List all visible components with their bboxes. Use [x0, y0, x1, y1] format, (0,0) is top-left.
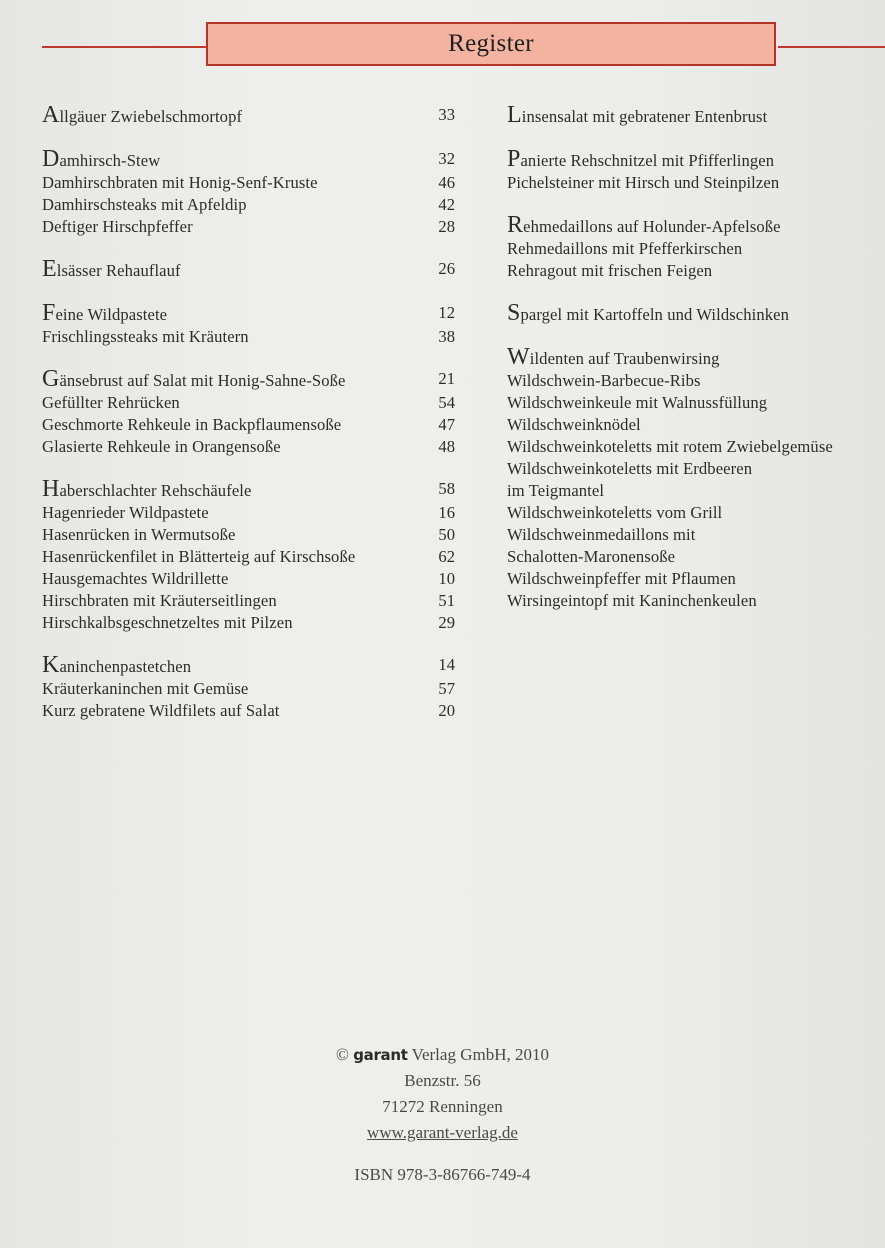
page-number: 58	[438, 479, 455, 498]
index-entry	[42, 436, 455, 458]
index-entry	[507, 104, 882, 128]
index-entry	[507, 238, 882, 260]
page-number: 46	[438, 173, 455, 192]
index-entry	[507, 260, 882, 282]
recipe-title: Kaninchenpastetchen	[42, 652, 192, 678]
index-entry	[507, 480, 882, 502]
page-number	[852, 458, 882, 480]
index-entry	[507, 546, 882, 568]
recipe-title: Wildschweinknödel	[507, 415, 641, 434]
page-number: 20	[438, 701, 455, 720]
page-number: 54	[438, 393, 455, 412]
recipe-title: Wildschwein-Barbecue-Ribs	[507, 371, 701, 390]
index-entry	[507, 148, 882, 172]
index-group	[507, 346, 882, 612]
page-number: 57	[438, 679, 455, 698]
index-entry	[42, 546, 455, 568]
index-entry	[42, 302, 455, 326]
index-entry	[42, 258, 455, 282]
index-entry	[42, 326, 455, 348]
recipe-title: Kurz gebratene Wildfilets auf Salat	[42, 701, 280, 720]
recipe-title: Gefüllter Rehrücken	[42, 393, 180, 412]
page-number	[852, 524, 882, 546]
index-column-left	[42, 104, 455, 742]
page-number: 51	[438, 591, 455, 610]
page-number: 21	[438, 369, 455, 388]
index-entry	[507, 590, 882, 612]
index-entry	[42, 368, 455, 392]
page-number: 10	[438, 569, 455, 588]
recipe-title: Wildenten auf Traubenwirsing	[507, 344, 720, 370]
page-number	[852, 302, 882, 326]
recipe-title: Linsensalat mit gebratener Entenbrust	[507, 102, 768, 128]
recipe-title: Frischlingssteaks mit Kräutern	[42, 327, 249, 346]
recipe-title: Wildschweinmedaillons mit	[507, 525, 696, 544]
page-title: Register	[448, 30, 534, 57]
index-entry	[42, 104, 455, 128]
page-number: 47	[438, 415, 455, 434]
index-entry	[507, 172, 882, 194]
recipe-title: Glasierte Rehkeule in Orangensoße	[42, 437, 281, 456]
page-number	[852, 392, 882, 414]
recipe-title: Hasenrückenfilet in Blätterteig auf Kirschsoße	[42, 547, 356, 566]
page-number: 12	[438, 303, 455, 322]
page-number	[852, 436, 882, 458]
index-group	[42, 148, 455, 238]
index-entry	[42, 700, 455, 722]
page-number	[852, 104, 882, 128]
page-number	[852, 238, 882, 260]
header-rule-right	[778, 46, 885, 48]
index-column-right	[507, 104, 882, 632]
index-entry	[42, 678, 455, 700]
index-group	[42, 368, 455, 458]
index-group	[42, 654, 455, 722]
index-entry	[42, 568, 455, 590]
header-rule-left	[42, 46, 208, 48]
page-number	[852, 480, 882, 502]
recipe-title: Hirschbraten mit Kräuterseitlingen	[42, 591, 277, 610]
index-entry	[42, 216, 455, 238]
index-entry	[507, 392, 882, 414]
index-group	[42, 478, 455, 634]
page-number	[852, 370, 882, 392]
index-entry	[42, 172, 455, 194]
index-entry	[42, 392, 455, 414]
page-number	[852, 214, 882, 238]
page-number: 48	[438, 437, 455, 456]
index-entry	[507, 502, 882, 524]
street-address: Benzstr. 56	[404, 1071, 481, 1090]
index-entry	[42, 524, 455, 546]
index-entry	[42, 502, 455, 524]
page-number: 14	[438, 655, 455, 674]
index-entry	[507, 414, 882, 436]
register-header	[206, 22, 776, 66]
recipe-title: Pichelsteiner mit Hirsch und Steinpilzen	[507, 173, 780, 192]
recipe-title: Damhirschbraten mit Honig-Senf-Kruste	[42, 173, 318, 192]
page-number	[852, 414, 882, 436]
page-number: 16	[438, 503, 455, 522]
page-number	[852, 346, 882, 370]
index-entry	[507, 568, 882, 590]
index-entry	[42, 478, 455, 502]
page-number: 26	[438, 259, 455, 278]
recipe-title: Allgäuer Zwiebelschmortopf	[42, 102, 243, 128]
index-entry	[507, 436, 882, 458]
recipe-title: Elsässer Rehauflauf	[42, 256, 181, 282]
isbn: ISBN 978-3-86766-749-4	[354, 1165, 531, 1184]
page-number: 62	[438, 547, 455, 566]
page-number: 32	[438, 149, 455, 168]
recipe-title: Haberschlachter Rehschäufele	[42, 476, 252, 502]
page-number	[852, 148, 882, 172]
index-entry	[507, 302, 882, 326]
recipe-title: Wildschweinpfeffer mit Pflaumen	[507, 569, 736, 588]
index-group	[507, 214, 882, 282]
brand-logo: garant	[353, 1046, 408, 1064]
index-entry	[507, 370, 882, 392]
index-entry	[507, 458, 882, 480]
index-entry	[507, 524, 882, 546]
recipe-title: Damhirsch-Stew	[42, 146, 161, 172]
index-entry	[42, 148, 455, 172]
index-group	[507, 104, 882, 128]
page-number: 38	[438, 327, 455, 346]
page-number: 28	[438, 217, 455, 236]
page-number: 50	[438, 525, 455, 544]
page-number: 29	[438, 613, 455, 632]
page-number	[852, 546, 882, 568]
imprint	[0, 1042, 885, 1188]
recipe-title: Hasenrücken in Wermutsoße	[42, 525, 236, 544]
recipe-title: Wildschweinkoteletts mit rotem Zwiebelgemüse	[507, 437, 833, 456]
city-address: 71272 Renningen	[382, 1097, 503, 1116]
recipe-title: Spargel mit Kartoffeln und Wildschinken	[507, 300, 790, 326]
recipe-title: Wildschweinkoteletts mit Erdbeeren	[507, 459, 753, 478]
index-group	[42, 302, 455, 348]
index-entry	[42, 612, 455, 634]
index-group	[42, 104, 455, 128]
recipe-title: Wildschweinkeule mit Walnussfüllung	[507, 393, 768, 412]
index-group	[507, 302, 882, 326]
website-link[interactable]: www.garant-verlag.de	[367, 1123, 518, 1142]
recipe-title: im Teigmantel	[507, 481, 605, 500]
recipe-title: Rehragout mit frischen Feigen	[507, 261, 713, 280]
recipe-title: Panierte Rehschnitzel mit Pfifferlingen	[507, 146, 775, 172]
recipe-title: Gänsebrust auf Salat mit Honig-Sahne-Soße	[42, 366, 346, 392]
recipe-title: Feine Wildpastete	[42, 300, 168, 326]
index-entry	[42, 590, 455, 612]
page-number	[852, 590, 882, 612]
recipe-title: Schalotten-Maronensoße	[507, 547, 676, 566]
recipe-title: Rehmedaillons mit Pfefferkirschen	[507, 239, 743, 258]
recipe-title: Hirschkalbsgeschnetzeltes mit Pilzen	[42, 613, 293, 632]
recipe-title: Deftiger Hirschpfeffer	[42, 217, 193, 236]
recipe-title: Damhirschsteaks mit Apfeldip	[42, 195, 247, 214]
recipe-title: Hausgemachtes Wildrillette	[42, 569, 229, 588]
index-entry	[42, 194, 455, 216]
index-entry	[507, 214, 882, 238]
recipe-title: Rehmedaillons auf Holunder-Apfelsoße	[507, 212, 781, 238]
recipe-title: Wildschweinkoteletts vom Grill	[507, 503, 723, 522]
publisher-name: Verlag GmbH, 2010	[411, 1045, 549, 1064]
page-number	[852, 260, 882, 282]
recipe-title: Geschmorte Rehkeule in Backpflaumensoße	[42, 415, 342, 434]
index-group	[42, 258, 455, 282]
page-number: 33	[438, 105, 455, 124]
recipe-title: Kräuterkaninchen mit Gemüse	[42, 679, 249, 698]
index-entry	[507, 346, 882, 370]
publisher-line	[0, 1042, 885, 1068]
index-entry	[42, 654, 455, 678]
recipe-title: Wirsingeintopf mit Kaninchenkeulen	[507, 591, 757, 610]
copyright-symbol: ©	[336, 1045, 349, 1064]
page-number: 42	[438, 195, 455, 214]
page-number	[852, 172, 882, 194]
page-number	[852, 568, 882, 590]
index-entry	[42, 414, 455, 436]
page-number	[852, 502, 882, 524]
recipe-title: Hagenrieder Wildpastete	[42, 503, 209, 522]
index-group	[507, 148, 882, 194]
